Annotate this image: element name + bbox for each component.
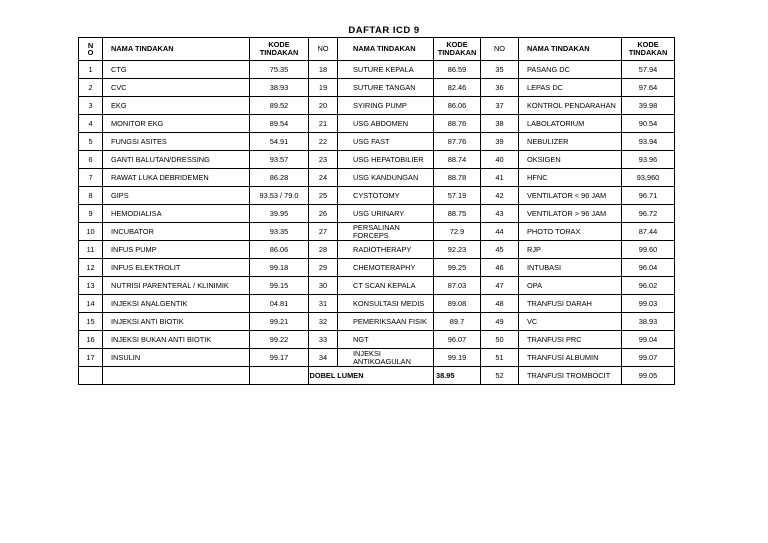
table-row <box>79 241 675 259</box>
row-number: 41 <box>481 169 519 187</box>
procedure-code: 86.06 <box>250 241 309 259</box>
procedure-code: 87.44 <box>622 223 675 241</box>
procedure-code: 96.02 <box>622 277 675 295</box>
procedure-code: 88.78 <box>434 169 481 187</box>
procedure-code <box>250 367 309 385</box>
table-row <box>79 223 675 241</box>
procedure-code: 99.21 <box>250 313 309 331</box>
procedure-code: 97.64 <box>622 79 675 97</box>
procedure-name: OPA <box>519 277 622 295</box>
procedure-code: 57.19 <box>434 187 481 205</box>
procedure-code: 99.05 <box>622 367 675 385</box>
row-number: 6 <box>79 151 103 169</box>
procedure-name <box>103 367 250 385</box>
header-nama-1: NAMA TINDAKAN <box>103 38 250 61</box>
procedure-name: PEMERIKSAAN FISIK <box>338 313 434 331</box>
row-number: 45 <box>481 241 519 259</box>
procedure-name: RAWAT LUKA DEBRIDEMEN <box>103 169 250 187</box>
header-no-text: N O <box>87 41 94 57</box>
row-number: 52 <box>481 367 519 385</box>
procedure-code: 96.07 <box>434 331 481 349</box>
row-number: 7 <box>79 169 103 187</box>
procedure-code: 04.81 <box>250 295 309 313</box>
procedure-code: 99.07 <box>622 349 675 367</box>
procedure-code: 89.7 <box>434 313 481 331</box>
procedure-code: 99.19 <box>434 349 481 367</box>
procedure-code: 93.94 <box>622 133 675 151</box>
procedure-code: 75.35 <box>250 61 309 79</box>
table-row <box>79 61 675 79</box>
row-number: 34 <box>309 349 338 367</box>
procedure-name: INSULIN <box>103 349 250 367</box>
row-number: 32 <box>309 313 338 331</box>
procedure-name: USG ABDOMEN <box>338 115 434 133</box>
row-number: 15 <box>79 313 103 331</box>
procedure-name: KONSULTASI MEDIS <box>338 295 434 313</box>
icd9-table <box>78 37 675 385</box>
procedure-name: MONITOR EKG <box>103 115 250 133</box>
row-number: 50 <box>481 331 519 349</box>
row-number: 22 <box>309 133 338 151</box>
document-title: DAFTAR ICD 9 <box>348 25 420 36</box>
procedure-name: INJEKSI ANALGENTIK <box>103 295 250 313</box>
procedure-name: SUTURE TANGAN <box>338 79 434 97</box>
procedure-code: 89.52 <box>250 97 309 115</box>
procedure-code: 88.74 <box>434 151 481 169</box>
header-kode-3 <box>622 38 675 61</box>
procedure-name: RADIOTHERAPY <box>338 241 434 259</box>
procedure-code: 87.03 <box>434 277 481 295</box>
procedure-name: KONTROL PENDARAHAN <box>519 97 622 115</box>
table-row <box>79 133 675 151</box>
procedure-code: 90.54 <box>622 115 675 133</box>
row-number: 11 <box>79 241 103 259</box>
row-number: 35 <box>481 61 519 79</box>
row-number: 46 <box>481 259 519 277</box>
row-number: 20 <box>309 97 338 115</box>
procedure-code: 72.9 <box>434 223 481 241</box>
header-kode-2-text: KODE TINDAKAN <box>437 40 477 57</box>
procedure-code: 38.95 <box>434 367 481 385</box>
procedure-code: 96.71 <box>622 187 675 205</box>
procedure-code: 93.96 <box>622 151 675 169</box>
procedure-name: HFNC <box>519 169 622 187</box>
row-number: 21 <box>309 115 338 133</box>
table-body <box>79 61 675 385</box>
procedure-name: INCUBATOR <box>103 223 250 241</box>
procedure-name: SYIRING PUMP <box>338 97 434 115</box>
procedure-code: 86.28 <box>250 169 309 187</box>
row-number: 17 <box>79 349 103 367</box>
procedure-name: GIPS <box>103 187 250 205</box>
procedure-code: 39.95 <box>250 205 309 223</box>
procedure-code: 93.35 <box>250 223 309 241</box>
procedure-name: SUTURE KEPALA <box>338 61 434 79</box>
row-number: 31 <box>309 295 338 313</box>
procedure-name: INTUBASI <box>519 259 622 277</box>
procedure-name: USG FAST <box>338 133 434 151</box>
procedure-name: CVC <box>103 79 250 97</box>
procedure-name: CT SCAN KEPALA <box>338 277 434 295</box>
procedure-name: PHOTO TORAX <box>519 223 622 241</box>
procedure-code: 96.72 <box>622 205 675 223</box>
procedure-code: 38.93 <box>250 79 309 97</box>
table-row <box>79 349 675 367</box>
row-number: 40 <box>481 151 519 169</box>
procedure-code: 57.94 <box>622 61 675 79</box>
row-number: 36 <box>481 79 519 97</box>
procedure-name: INJEKSI ANTIKOAGULAN <box>338 349 434 367</box>
header-kode-2 <box>434 38 481 61</box>
row-number: 51 <box>481 349 519 367</box>
table-row <box>79 169 675 187</box>
row-number: 12 <box>79 259 103 277</box>
row-number: 26 <box>309 205 338 223</box>
procedure-code: 92.23 <box>434 241 481 259</box>
row-number: 37 <box>481 97 519 115</box>
procedure-name: INJEKSI BUKAN ANTI BIOTIK <box>103 331 250 349</box>
procedure-code: 99.60 <box>622 241 675 259</box>
row-number: 16 <box>79 331 103 349</box>
procedure-code: 39.98 <box>622 97 675 115</box>
row-number: 42 <box>481 187 519 205</box>
procedure-name: USG HEPATOBILIER <box>338 151 434 169</box>
row-number: 10 <box>79 223 103 241</box>
procedure-code: 89.08 <box>434 295 481 313</box>
procedure-name: PERSALINAN FORCEPS <box>338 223 434 241</box>
row-number: 2 <box>79 79 103 97</box>
procedure-code: 99.03 <box>622 295 675 313</box>
procedure-name: NGT <box>338 331 434 349</box>
table-row <box>79 259 675 277</box>
procedure-code: 89.54 <box>250 115 309 133</box>
header-no-3: NO <box>481 38 519 61</box>
table-row <box>79 187 675 205</box>
header-row <box>79 38 675 61</box>
row-number: 3 <box>79 97 103 115</box>
row-number: 43 <box>481 205 519 223</box>
procedure-name: TRANFUSI TROMBOCIT <box>519 367 622 385</box>
procedure-name: NUTRISI PARENTERAL / KLINIMIK <box>103 277 250 295</box>
row-number: 13 <box>79 277 103 295</box>
procedure-name: TRANFUSI DARAH <box>519 295 622 313</box>
header-nama-2: NAMA TINDAKAN <box>338 38 434 61</box>
procedure-name: VC <box>519 313 622 331</box>
header-kode-3-text: KODE TINDAKAN <box>628 40 668 57</box>
procedure-name: GANTI BALUTAN/DRESSING <box>103 151 250 169</box>
table-row <box>79 367 675 385</box>
procedure-name: USG KANDUNGAN <box>338 169 434 187</box>
row-number: 4 <box>79 115 103 133</box>
row-number: 44 <box>481 223 519 241</box>
table-row <box>79 331 675 349</box>
row-number: 25 <box>309 187 338 205</box>
procedure-name: LABOLATORIUM <box>519 115 622 133</box>
table-row <box>79 205 675 223</box>
row-number: 49 <box>481 313 519 331</box>
procedure-code: 88.75 <box>434 205 481 223</box>
procedure-code: 99.15 <box>250 277 309 295</box>
row-number: 28 <box>309 241 338 259</box>
row-number: 29 <box>309 259 338 277</box>
row-number: 38 <box>481 115 519 133</box>
row-number: 8 <box>79 187 103 205</box>
procedure-name: CHEMOTERAPHY <box>338 259 434 277</box>
row-number: 24 <box>309 169 338 187</box>
table-row <box>79 115 675 133</box>
row-number: 9 <box>79 205 103 223</box>
procedure-name: LEPAS DC <box>519 79 622 97</box>
procedure-name: INJEKSI ANTI BIOTIK <box>103 313 250 331</box>
procedure-name: DOBEL LUMEN <box>310 367 406 385</box>
header-no-2: NO <box>309 38 338 61</box>
procedure-name: PASANG DC <box>519 61 622 79</box>
procedure-code: 82.46 <box>434 79 481 97</box>
table-row <box>79 151 675 169</box>
header-kode-1 <box>250 38 309 61</box>
procedure-name: VENTILATOR > 96 JAM <box>519 205 622 223</box>
row-number: 23 <box>309 151 338 169</box>
procedure-code: 38.93 <box>622 313 675 331</box>
row-number: 33 <box>309 331 338 349</box>
table-row <box>79 79 675 97</box>
procedure-code: 86.59 <box>434 61 481 79</box>
row-number: 18 <box>309 61 338 79</box>
procedure-name: TRANFUSI ALBUMIN <box>519 349 622 367</box>
procedure-name: CYSTOTOMY <box>338 187 434 205</box>
header-no <box>79 38 103 61</box>
row-number: 27 <box>309 223 338 241</box>
procedure-name: INFUS PUMP <box>103 241 250 259</box>
row-number <box>79 367 103 385</box>
procedure-name: RJP <box>519 241 622 259</box>
procedure-code: 93,960 <box>622 169 675 187</box>
row-number: 39 <box>481 133 519 151</box>
header-kode-1-text: KODE TINDAKAN <box>259 40 299 57</box>
table-row <box>79 313 675 331</box>
row-number: 1 <box>79 61 103 79</box>
procedure-code: 93.53 / 79.0 <box>250 187 309 205</box>
row-number: 48 <box>481 295 519 313</box>
procedure-code: 99.04 <box>622 331 675 349</box>
procedure-code: 99.18 <box>250 259 309 277</box>
row-number: 47 <box>481 277 519 295</box>
procedure-name: USG URINARY <box>338 205 434 223</box>
procedure-name: CTG <box>103 61 250 79</box>
table-row <box>79 97 675 115</box>
procedure-code: 93.57 <box>250 151 309 169</box>
procedure-code: 96.04 <box>622 259 675 277</box>
row-number: 5 <box>79 133 103 151</box>
procedure-code: 54.91 <box>250 133 309 151</box>
procedure-code: 99.17 <box>250 349 309 367</box>
procedure-code: 87.76 <box>434 133 481 151</box>
procedure-name: TRANFUSI PRC <box>519 331 622 349</box>
procedure-code: 99.25 <box>434 259 481 277</box>
row-number: 14 <box>79 295 103 313</box>
procedure-name: OKSIGEN <box>519 151 622 169</box>
table-row <box>79 295 675 313</box>
procedure-name: NEBULIZER <box>519 133 622 151</box>
row-number: 19 <box>309 79 338 97</box>
header-nama-3: NAMA TINDAKAN <box>519 38 622 61</box>
procedure-name: INFUS ELEKTROLIT <box>103 259 250 277</box>
procedure-code: 88.76 <box>434 115 481 133</box>
procedure-name: EKG <box>103 97 250 115</box>
procedure-code: 99.22 <box>250 331 309 349</box>
procedure-name: HEMODIALISA <box>103 205 250 223</box>
table-row <box>79 277 675 295</box>
procedure-code: 86.06 <box>434 97 481 115</box>
row-number: 30 <box>309 277 338 295</box>
procedure-name: VENTILATOR < 96 JAM <box>519 187 622 205</box>
procedure-name: FUNGSI ASITES <box>103 133 250 151</box>
